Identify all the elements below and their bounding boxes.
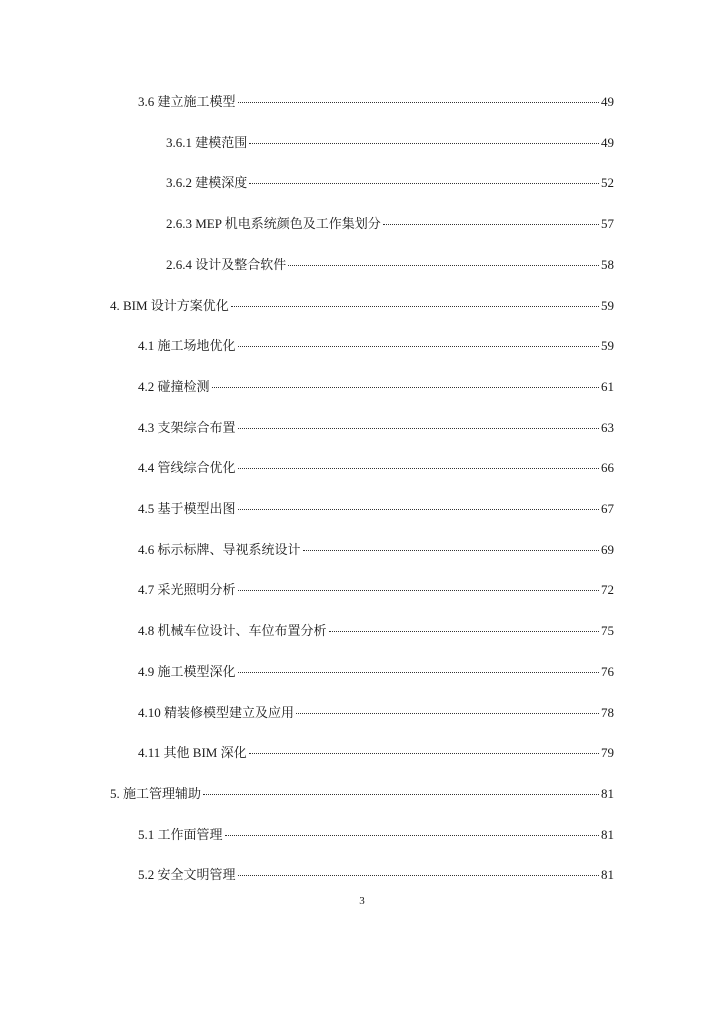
- page-number: 3: [359, 895, 365, 907]
- toc-entry-page: 52: [601, 175, 614, 190]
- toc-entry-title: 4.1 施工场地优化: [138, 338, 236, 353]
- toc-entry-title: 4.3 支架综合布置: [138, 420, 236, 435]
- toc-entry[interactable]: [138, 825, 614, 845]
- toc-entry-title: 5.2 安全文明管理: [138, 867, 236, 882]
- toc-entry-title: 4.4 管线综合优化: [138, 460, 236, 475]
- toc-dot-leader: [249, 143, 599, 144]
- toc-dot-leader: [225, 835, 599, 836]
- toc-entry[interactable]: [138, 743, 614, 763]
- toc-dot-leader: [303, 550, 599, 551]
- toc-entry-title: 3.6 建立施工模型: [138, 94, 236, 109]
- toc-entry-page: 69: [601, 542, 614, 557]
- toc-entry[interactable]: [138, 377, 614, 397]
- toc-entry[interactable]: [138, 703, 614, 723]
- toc-entry-page: 59: [601, 338, 614, 353]
- toc-entry[interactable]: [138, 540, 614, 560]
- toc-entry-page: 49: [601, 135, 614, 150]
- toc-dot-leader: [288, 265, 599, 266]
- toc-entry-title: 4.8 机械车位设计、车位布置分析: [138, 623, 327, 638]
- toc-entry[interactable]: [138, 499, 614, 519]
- toc-entry-page: 78: [601, 705, 614, 720]
- toc-entry[interactable]: [138, 336, 614, 356]
- toc-entry[interactable]: [138, 865, 614, 885]
- toc-entry-title: 4.9 施工模型深化: [138, 664, 236, 679]
- toc-entry-title: 4.11 其他 BIM 深化: [138, 745, 247, 760]
- toc-entry-page: 57: [601, 216, 614, 231]
- toc-entry-title: 4.2 碰撞检测: [138, 379, 210, 394]
- toc-entry[interactable]: [138, 662, 614, 682]
- toc-entry-page: 79: [601, 745, 614, 760]
- toc-entry-page: 81: [601, 827, 614, 842]
- toc-entry-title: 4.7 采光照明分析: [138, 582, 236, 597]
- toc-dot-leader: [203, 794, 599, 795]
- toc-entry-page: 72: [601, 582, 614, 597]
- toc-dot-leader: [238, 468, 599, 469]
- toc-entry-page: 76: [601, 664, 614, 679]
- toc-entry-title: 5. 施工管理辅助: [110, 786, 202, 801]
- toc-dot-leader: [249, 753, 599, 754]
- toc-entry-title: 4. BIM 设计方案优化: [110, 298, 229, 313]
- toc-entry[interactable]: [166, 255, 614, 275]
- toc-entry-page: 58: [601, 257, 614, 272]
- toc-entry-page: 81: [601, 786, 614, 801]
- toc-entry[interactable]: [138, 621, 614, 641]
- toc-entry[interactable]: [166, 214, 614, 234]
- toc-dot-leader: [231, 306, 599, 307]
- toc-entry[interactable]: [138, 580, 614, 600]
- toc-entry-title: 2.6.3 MEP 机电系统颜色及工作集划分: [166, 216, 381, 231]
- toc-dot-leader: [238, 346, 599, 347]
- toc-dot-leader: [238, 102, 599, 103]
- toc-dot-leader: [296, 713, 599, 714]
- toc-dot-leader: [238, 875, 599, 876]
- toc-entry-page: 67: [601, 501, 614, 516]
- toc-entry[interactable]: [138, 92, 614, 112]
- toc-entry-page: 61: [601, 379, 614, 394]
- toc-entry-title: 4.10 精装修模型建立及应用: [138, 705, 295, 720]
- toc-entry-page: 63: [601, 420, 614, 435]
- toc-entry-title: 5.1 工作面管理: [138, 827, 223, 842]
- toc-entry[interactable]: [166, 133, 614, 153]
- toc-entry[interactable]: [110, 784, 614, 804]
- toc-dot-leader: [238, 672, 599, 673]
- toc-entry-page: 66: [601, 460, 614, 475]
- toc-entry-title: 4.6 标示标牌、导视系统设计: [138, 542, 301, 557]
- toc-entry-page: 59: [601, 298, 614, 313]
- toc-entry[interactable]: [138, 458, 614, 478]
- toc-entry-title: 3.6.2 建模深度: [166, 175, 248, 190]
- toc-entry[interactable]: [138, 418, 614, 438]
- toc-dot-leader: [238, 590, 599, 591]
- toc-dot-leader: [329, 631, 599, 632]
- toc-entry-title: 2.6.4 设计及整合软件: [166, 257, 287, 272]
- toc-dot-leader: [249, 183, 599, 184]
- toc-entry[interactable]: [166, 173, 614, 193]
- toc-entry-title: 3.6.1 建模范围: [166, 135, 248, 150]
- toc-entry[interactable]: [110, 296, 614, 316]
- toc-dot-leader: [238, 428, 599, 429]
- toc-entry-page: 81: [601, 867, 614, 882]
- toc-dot-leader: [212, 387, 599, 388]
- toc-dot-leader: [383, 224, 599, 225]
- toc-entry-page: 75: [601, 623, 614, 638]
- toc-entry-title: 4.5 基于模型出图: [138, 501, 236, 516]
- toc-entry-page: 49: [601, 94, 614, 109]
- toc-dot-leader: [238, 509, 599, 510]
